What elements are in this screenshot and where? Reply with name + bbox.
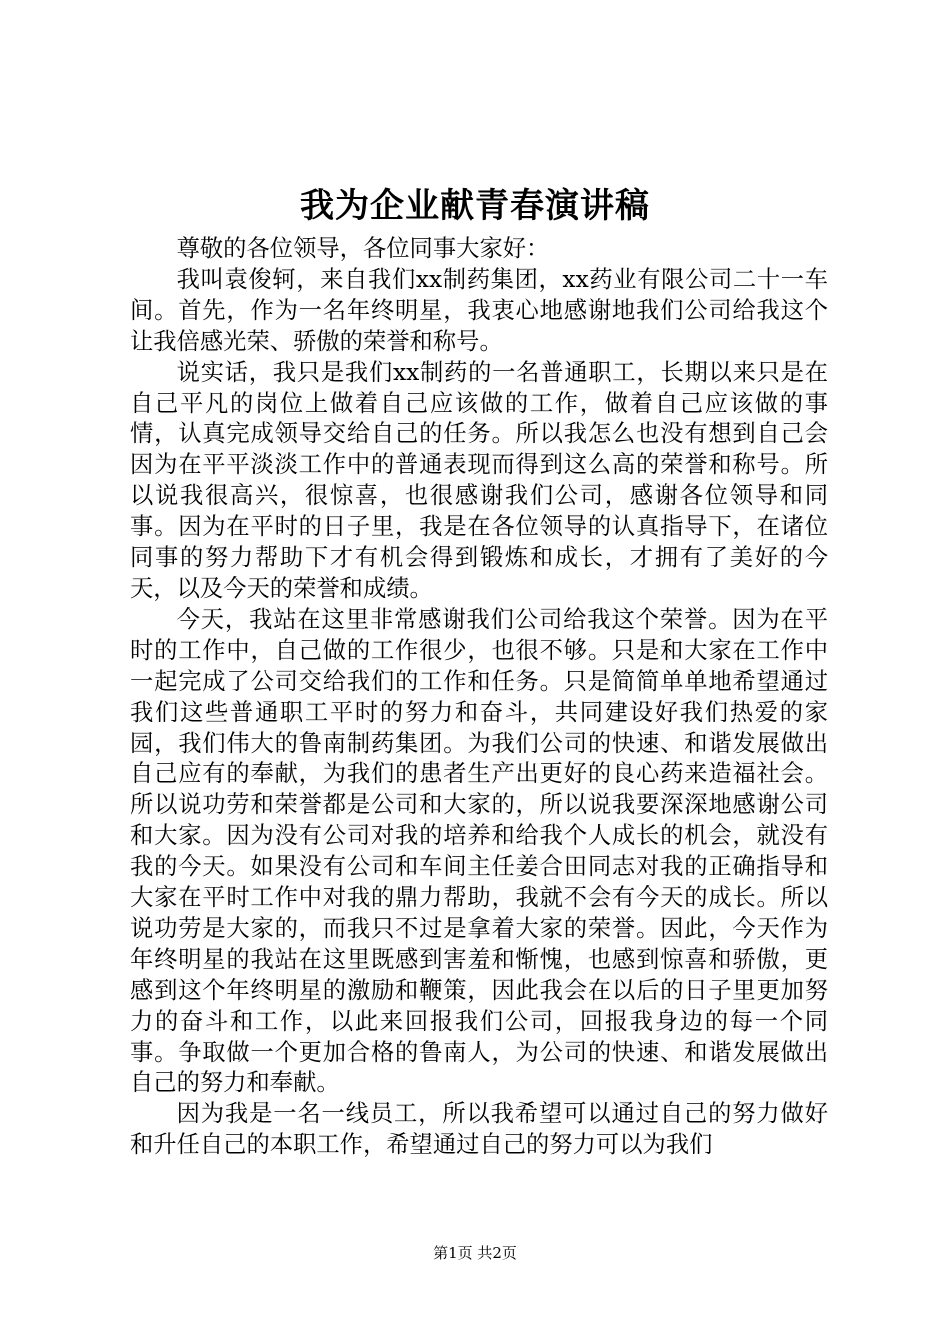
body-paragraph: 因为我是一名一线员工，所以我希望可以通过自己的努力做好和升任自己的本职工作，希望通过自己的努力可以为我们 (130, 1100, 828, 1159)
document-body (130, 234, 828, 1161)
body-paragraph: 说实话，我只是我们xx制药的一名普通职工，长期以来只是在自己平凡的岗位上做着自己应该做的工作，做着自己应该做的事情，认真完成领导交给自己的任务。所以我怎么也没有想到自己会因为在平平淡淡工作中的普通表现而得到这么高的荣誉和称号。所以说我很高兴，很惊喜，也很感谢我们公司，感谢各位领导和同事。因为在平时的日子里，我是在各位领导的认真指导下，在诸位同事的努力帮助下才有机会得到锻炼和成长，才拥有了美好的今天，以及今天的荣誉和成绩。 (130, 358, 828, 602)
document-title: 我为企业献青春演讲稿 (300, 186, 650, 226)
page-number-footer: 第1页 共2页 (433, 1244, 517, 1262)
body-paragraph: 今天，我站在这里非常感谢我们公司给我这个荣誉。因为在平时的工作中，自己做的工作很少，也很不够。只是和大家在工作中一起完成了公司交给我们的工作和任务。只是简简单单地希望通过我们这些普通职工平时的努力和奋斗，共同建设好我们热爱的家园，我们伟大的鲁南制药集团。为我们公司的快速、和谐发展做出自己应有的奉献，为我们的患者生产出更好的良心药来造福社会。所以说功劳和荣誉都是公司和大家的，所以说我要深深地感谢公司和大家。因为没有公司对我的培养和给我个人成长的机会，就没有我的今天。如果没有公司和车间主任姜合田同志对我的正确指导和大家在平时工作中对我的鼎力帮助，我就不会有今天的成长。所以说功劳是大家的，而我只不过是拿着大家的荣誉。因此，今天作为年终明星的我站在这里既感到害羞和惭愧，也感到惊喜和骄傲，更感到这个年终明星的激励和鞭策，因此我会在以后的日子里更加努力的奋斗和工作，以此来回报我们公司，回报我身边的每一个同事。争取做一个更加合格的鲁南人，为公司的快速、和谐发展做出自己的努力和奉献。 (130, 605, 828, 1097)
greeting-paragraph: 尊敬的各位领导，各位同事大家好： (176, 235, 550, 262)
body-paragraph: 我叫袁俊轲，来自我们xx制药集团，xx药业有限公司二十一车间。首先，作为一名年终明星，我衷心地感谢地我们公司给我这个让我倍感光荣、骄傲的荣誉和称号。 (130, 265, 828, 355)
